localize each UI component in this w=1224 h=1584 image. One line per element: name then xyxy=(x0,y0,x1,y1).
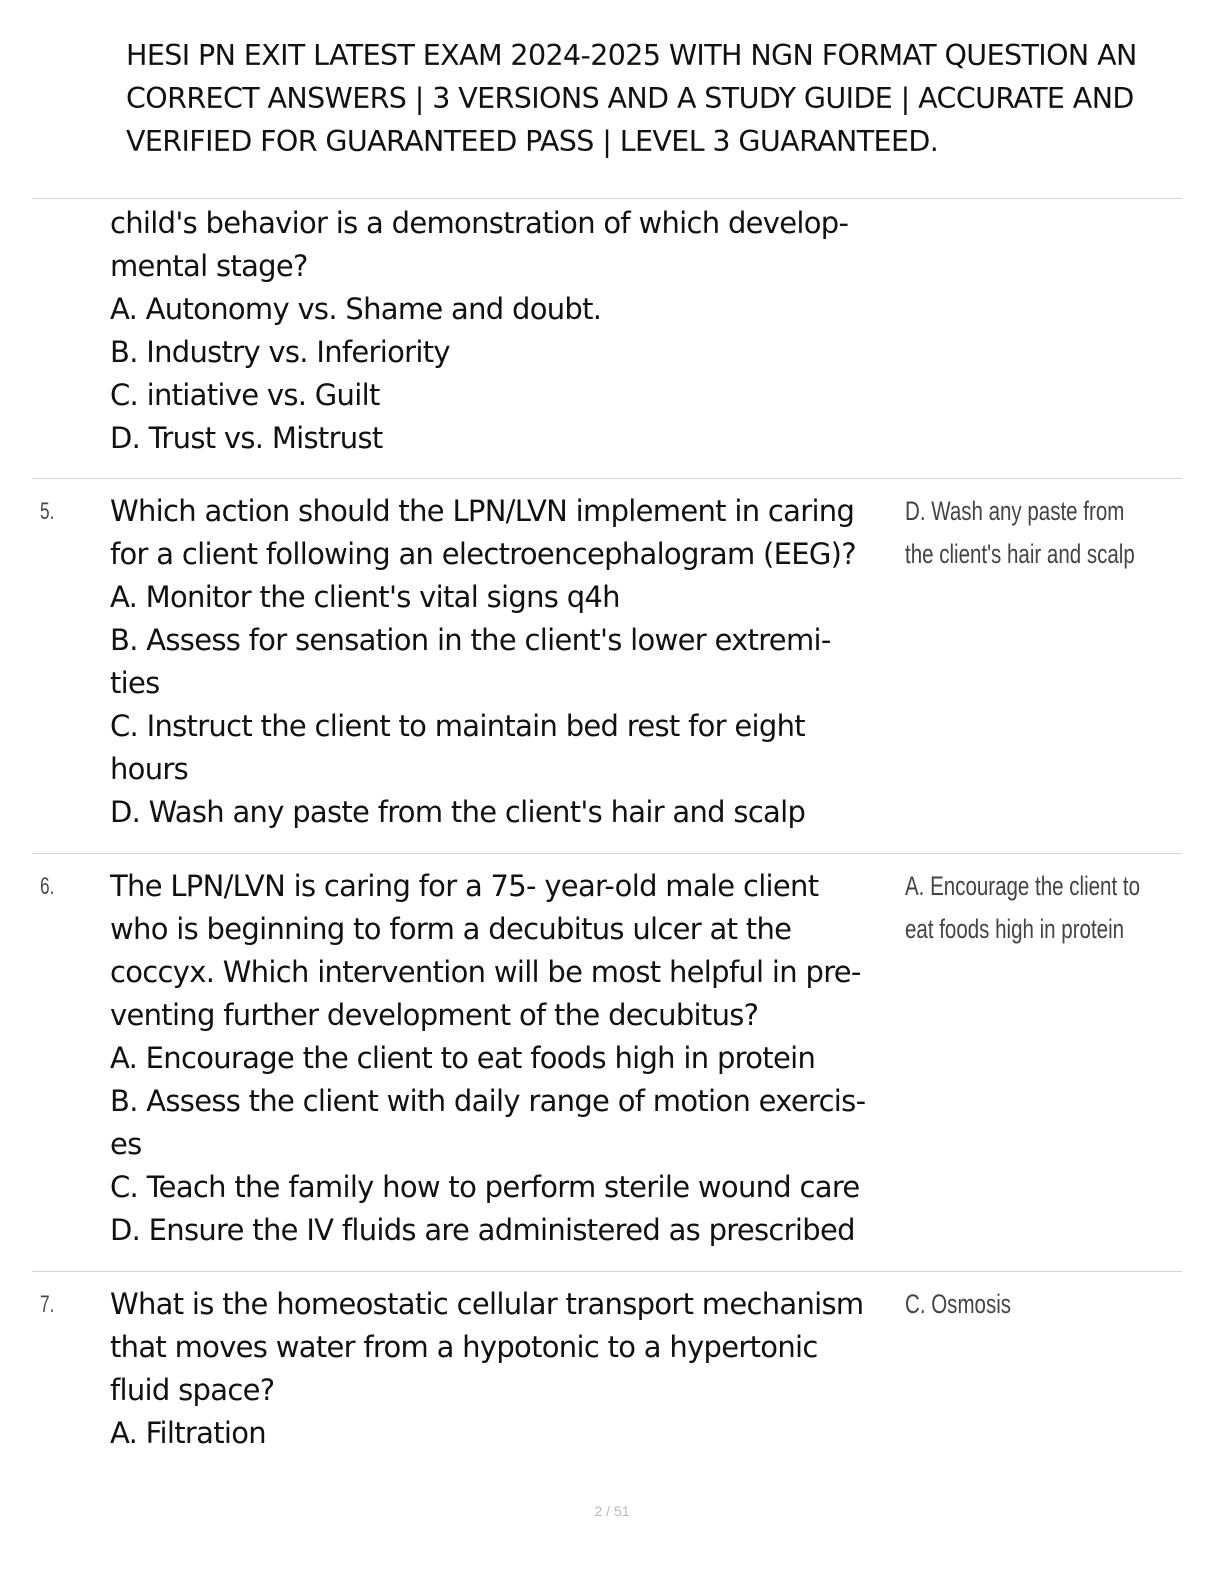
question-line: venting further development of the decubitus? xyxy=(110,998,759,1032)
option-b-continued: ties xyxy=(110,666,160,700)
question-text xyxy=(110,865,900,1252)
option-b: B. Assess the client with daily range of motion exercis- xyxy=(110,1084,866,1118)
question-number: 7. xyxy=(40,1291,55,1318)
option-b: B. Industry vs. Inferiority xyxy=(110,335,450,369)
option-a: A. Encourage the client to eat foods high in protein xyxy=(110,1041,816,1075)
option-d: D. Wash any paste from the client's hair and scalp xyxy=(110,795,806,829)
header-line: VERIFIED FOR GUARANTEED PASS | LEVEL 3 GUARANTEED. xyxy=(126,125,939,158)
divider xyxy=(32,478,1182,479)
divider xyxy=(32,1271,1182,1272)
divider xyxy=(32,853,1182,854)
option-a: A. Autonomy vs. Shame and doubt. xyxy=(110,292,602,326)
option-c: C. Instruct the client to maintain bed rest for eight xyxy=(110,709,805,743)
question-line: fluid space? xyxy=(110,1373,275,1407)
question-line: who is beginning to form a decubitus ulcer at the xyxy=(110,912,792,946)
question-line: What is the homeostatic cellular transport mechanism xyxy=(110,1287,864,1321)
option-c: C. Teach the family how to perform sterile wound care xyxy=(110,1170,860,1204)
answer-line: C. Osmosis xyxy=(905,1289,1012,1319)
header-line: CORRECT ANSWERS | 3 VERSIONS AND A STUDY GUIDE | ACCURATE AND xyxy=(126,82,1134,115)
answer-line: the client's hair and scalp xyxy=(905,539,1135,569)
question-line: The LPN/LVN is caring for a 75- year-old male client xyxy=(110,869,819,903)
option-c-continued: hours xyxy=(110,752,189,786)
question-line: that moves water from a hypotonic to a hypertonic xyxy=(110,1330,818,1364)
question-line: for a client following an electroencephalogram (EEG)? xyxy=(110,537,856,571)
answer-text xyxy=(905,1283,1205,1326)
question-line: coccyx. Which intervention will be most helpful in pre- xyxy=(110,955,861,989)
answer-line: A. Encourage the client to xyxy=(905,871,1140,901)
question-text xyxy=(110,1283,900,1455)
document-header xyxy=(126,34,1224,163)
question-text xyxy=(110,490,900,834)
question-line: child's behavior is a demonstration of which develop- xyxy=(110,206,849,240)
page-number: 2 / 51 xyxy=(594,1503,630,1519)
answer-line: D. Wash any paste from xyxy=(905,496,1125,526)
answer-line: eat foods high in protein xyxy=(905,914,1125,944)
option-b: B. Assess for sensation in the client's lower extremi- xyxy=(110,623,831,657)
question-line: mental stage? xyxy=(110,249,308,283)
question-number: 6. xyxy=(40,873,55,900)
question-line: Which action should the LPN/LVN implement in caring xyxy=(110,494,855,528)
option-a: A. Filtration xyxy=(110,1416,266,1450)
question-number: 5. xyxy=(40,498,55,525)
header-line: HESI PN EXIT LATEST EXAM 2024-2025 WITH NGN FORMAT QUESTION AN xyxy=(126,39,1137,72)
divider xyxy=(32,198,1182,199)
option-c: C. intiative vs. Guilt xyxy=(110,378,380,412)
option-b-continued: es xyxy=(110,1127,142,1161)
question-text xyxy=(110,202,900,460)
option-d: D. Trust vs. Mistrust xyxy=(110,421,383,455)
answer-text xyxy=(905,490,1205,576)
option-d: D. Ensure the IV fluids are administered as prescribed xyxy=(110,1213,855,1247)
answer-text xyxy=(905,865,1205,951)
option-a: A. Monitor the client's vital signs q4h xyxy=(110,580,620,614)
